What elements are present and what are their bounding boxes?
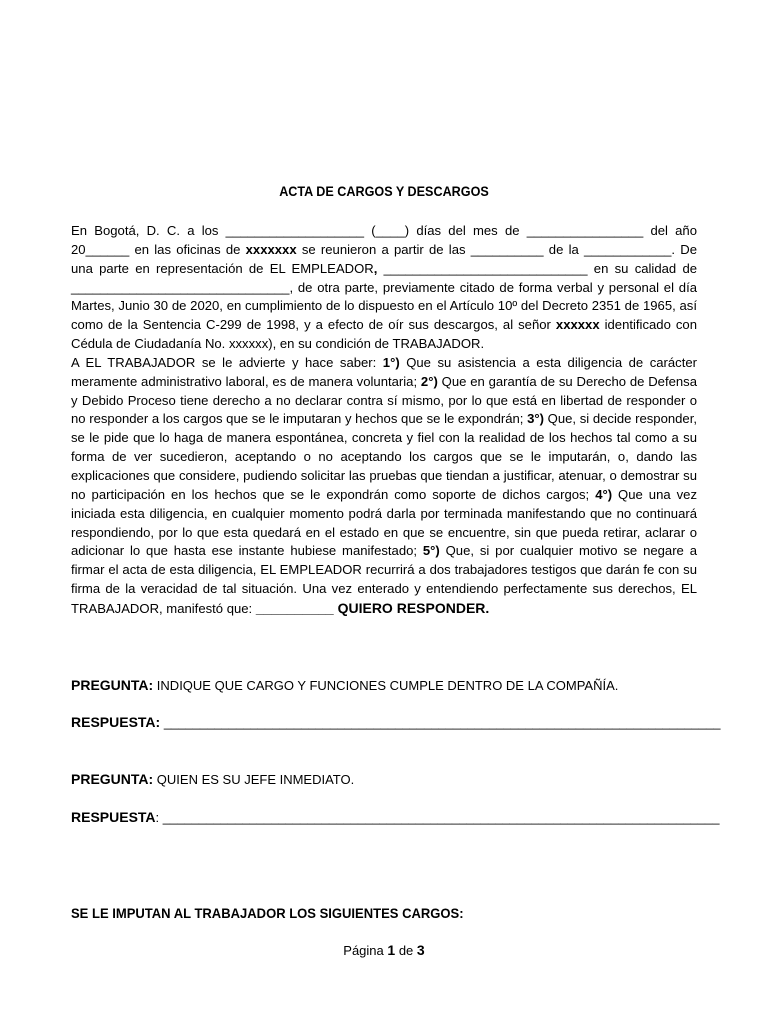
document-title: ACTA DE CARGOS Y DESCARGOS: [279, 183, 489, 199]
page-total: 3: [416, 942, 425, 958]
question-2: [71, 771, 697, 787]
page-word: Página: [343, 943, 384, 958]
text-run: Que, si decide responder, se le pide que lo haga de manera espontánea, concreta y fiel con la realidad de los hechos tal como a su forma de ver sucedieron, aceptando o no aceptando los cargos que se le imputarán, o, dando las explicaciones que considere, pudiendo solicitar las pruebas que tiendan a justificar, atenuar, o demostrar su no participación en los hechos que se le expondrán como soporte de dichos cargos;: [71, 411, 697, 502]
bold-text-run: 3°): [527, 411, 545, 427]
answer-blank: : _____________________________________________________________________________: [155, 810, 720, 825]
answer-label: RESPUESTA:: [71, 714, 161, 730]
page-footer: [0, 942, 768, 958]
text-run: Que, si por cualquier motivo se negare a firmar el acta de esta diligencia, EL EMPLEADOR recurrirá a dos trabajadores testigos que darán fe con su firma de la veracidad de tal situación. Una vez enterado y entendiendo perfectamente sus derechos, EL TRABAJADOR, manifestó que:: [71, 543, 697, 616]
text-run: se reunieron a partir de las __________ de la ____________. De una parte en representación de EL EMPLEADOR: [71, 241, 697, 276]
answer-label: RESPUESTA: [71, 809, 156, 825]
rights-paragraph: [71, 354, 697, 619]
text-run: Que su asistencia a esta diligencia de carácter meramente administrativo laboral, es de manera voluntaria;: [71, 354, 697, 389]
page-current: 1: [387, 942, 396, 958]
answer-1: [71, 714, 721, 730]
bold-text-run: ,: [373, 260, 378, 276]
bold-text-run: 2°): [420, 373, 438, 389]
text-run: A EL TRABAJADOR se le advierte y hace saber:: [71, 354, 383, 370]
question-1: [71, 677, 697, 693]
text-run: identificado con Cédula de Ciudadanía No. xxxxxx), en su condición de TRABAJADOR.: [71, 317, 697, 352]
bold-text-run: 1°): [382, 354, 400, 370]
text-run: Que una vez iniciada esta diligencia, en cualquier momento podrá darla por terminada manifestando que no continuará respondiendo, por lo que esta quedará en el estado en que se encuentre, sin que pueda retirar, aclarar o adicionar lo que hasta ese instante hubiese manifestado;: [71, 486, 698, 559]
question-text: INDIQUE QUE CARGO Y FUNCIONES CUMPLE DENTRO DE LA COMPAÑÍA.: [153, 678, 619, 693]
question-text: QUIEN ES SU JEFE INMEDIATO.: [153, 772, 355, 787]
document-body: [71, 222, 697, 619]
bold-text-run: 5°): [422, 543, 440, 559]
answer-2: [71, 809, 720, 825]
intro-paragraph: [71, 222, 697, 354]
bold-text-run: xxxxxxx: [245, 241, 297, 257]
bold-text-run: __________ QUIERO RESPONDER.: [255, 599, 490, 616]
question-label: PREGUNTA:: [71, 677, 154, 693]
text-run: ____________________________ en su calidad de ______________________________, de otra parte, previamente citado de forma verbal y personal el día Martes, Junio 30 de 2020, en cumplimiento de lo dispuesto en el Artículo 10º del Decreto 2351 de 1965, así como de la Sentencia C-299 de 1998, y a efecto de oír sus descargos, al señor: [71, 260, 698, 333]
charges-heading: SE LE IMPUTAN AL TRABAJADOR LOS SIGUIENTES CARGOS:: [71, 905, 464, 921]
question-label: PREGUNTA:: [71, 771, 154, 787]
text-run: En Bogotá, D. C. a los ___________________ (____) días del mes de ________________ del año 20______ en las oficinas de: [71, 223, 697, 257]
bold-text-run: xxxxxx: [555, 317, 600, 333]
bold-text-run: 4°): [595, 486, 613, 502]
answer-blank: _____________________________________________________________________________: [160, 715, 721, 730]
text-run: Que en garantía de su Derecho de Defensa y Debido Proceso tiene derecho a no declarar contra sí mismo, por lo que está en libertad de responder o no responder a los cargos que se le imputaran y hechos que se le expondrán;: [71, 373, 697, 427]
of-word: de: [398, 943, 414, 958]
